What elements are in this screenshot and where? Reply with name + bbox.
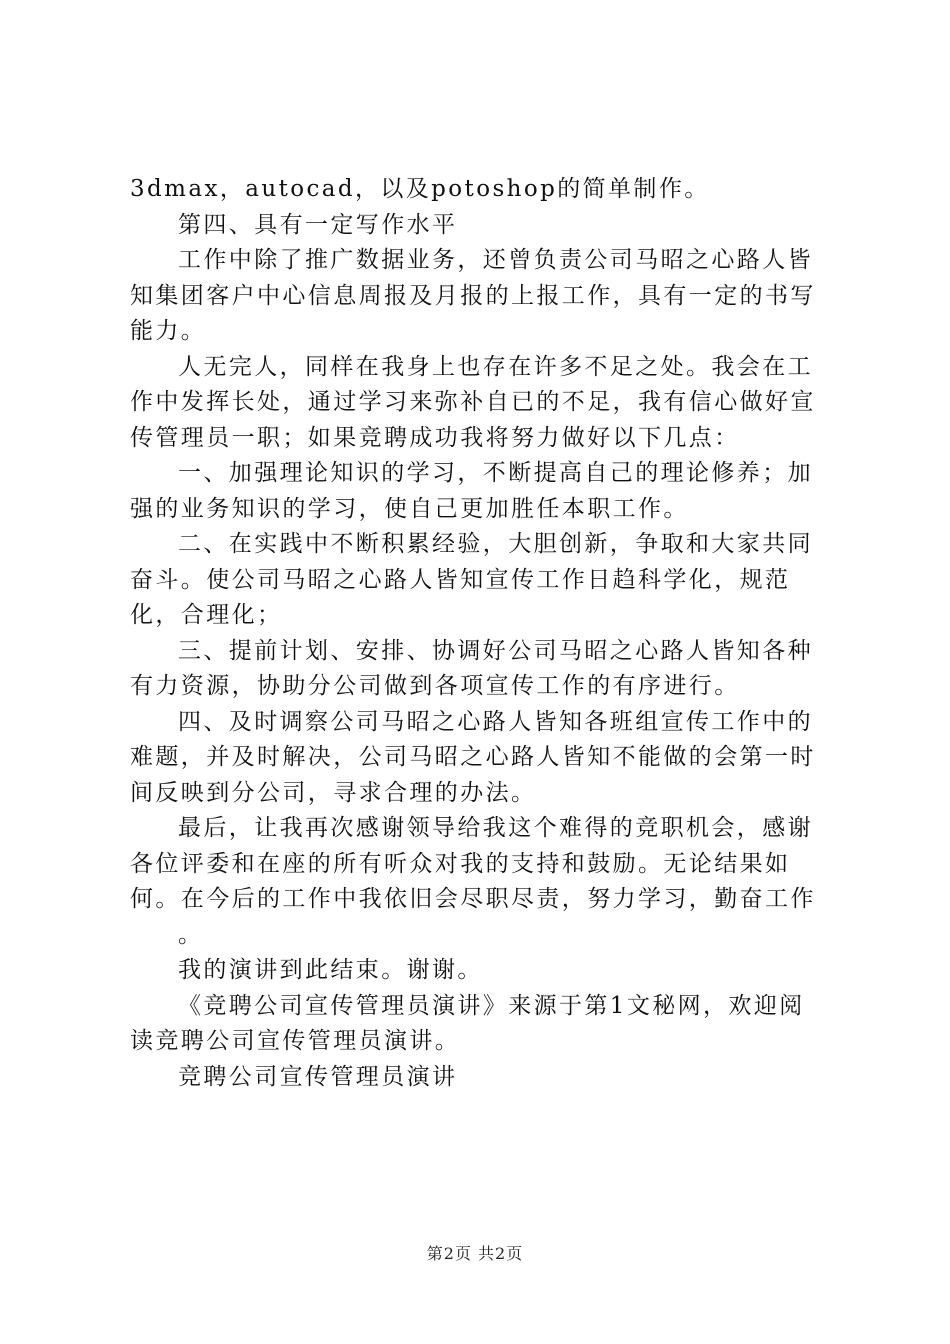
page-footer	[0, 1241, 950, 1264]
paragraph-4: 人无完人，同样在我身上也存在许多不足之处。我会在工作中发挥长处，通过学习来弥补自已的不足，我有信心做好宣传管理员一职；如果竞聘成功我将努力做好以下几点：	[130, 353, 816, 451]
paragraph-7: 三、提前计划、安排、协调好公司马昭之心路人皆知各种有力资源，协助分公司做到各项宣传工作的有序进行。	[130, 637, 813, 699]
paragraph-5: 一、加强理论知识的学习，不断提高自己的理论修养；加强的业务知识的学习，使自己更加胜任本职工作。	[130, 460, 813, 522]
paragraph-13: 竞聘公司宣传管理员演讲	[178, 1063, 458, 1090]
paragraph-11: 我的演讲到此结束。谢谢。	[178, 957, 483, 983]
document-body	[130, 172, 830, 1095]
paragraph-9: 最后，让我再次感谢领导给我这个难得的竞职机会，感谢各位评委和在座的所有听众对我的支持和鼓励。无论结果如何。在今后的工作中我依旧会尽职尽责，努力学习，勤奋工作	[130, 815, 816, 912]
paragraph-2: 第四、具有一定写作水平	[178, 211, 458, 238]
paragraph-6: 二、在实践中不断积累经验，大胆创新，争取和大家共同奋斗。使公司马昭之心路人皆知宣传工作日趋科学化，规范化，合理化；	[130, 531, 813, 628]
paragraph-10: 。	[178, 921, 204, 948]
paragraph-8: 四、及时调察公司马昭之心路人皆知各班组宣传工作中的难题，并及时解决，公司马昭之心路人皆知不能做的会第一时间反映到分公司，寻求合理的办法。	[130, 708, 816, 806]
page-number-label: 第2页 共2页	[426, 1244, 524, 1263]
paragraph-3: 工作中除了推广数据业务，还曾负责公司马昭之心路人皆知集团客户中心信息周报及月报的上报工作，具有一定的书写能力。	[130, 247, 816, 344]
paragraph-12: 《竞聘公司宣传管理员演讲》来源于第1文秘网，欢迎阅读竞聘公司宣传管理员演讲。	[130, 992, 805, 1054]
paragraph-1: 3dmax，autocad，以及potoshop的简单制作。	[130, 176, 710, 202]
